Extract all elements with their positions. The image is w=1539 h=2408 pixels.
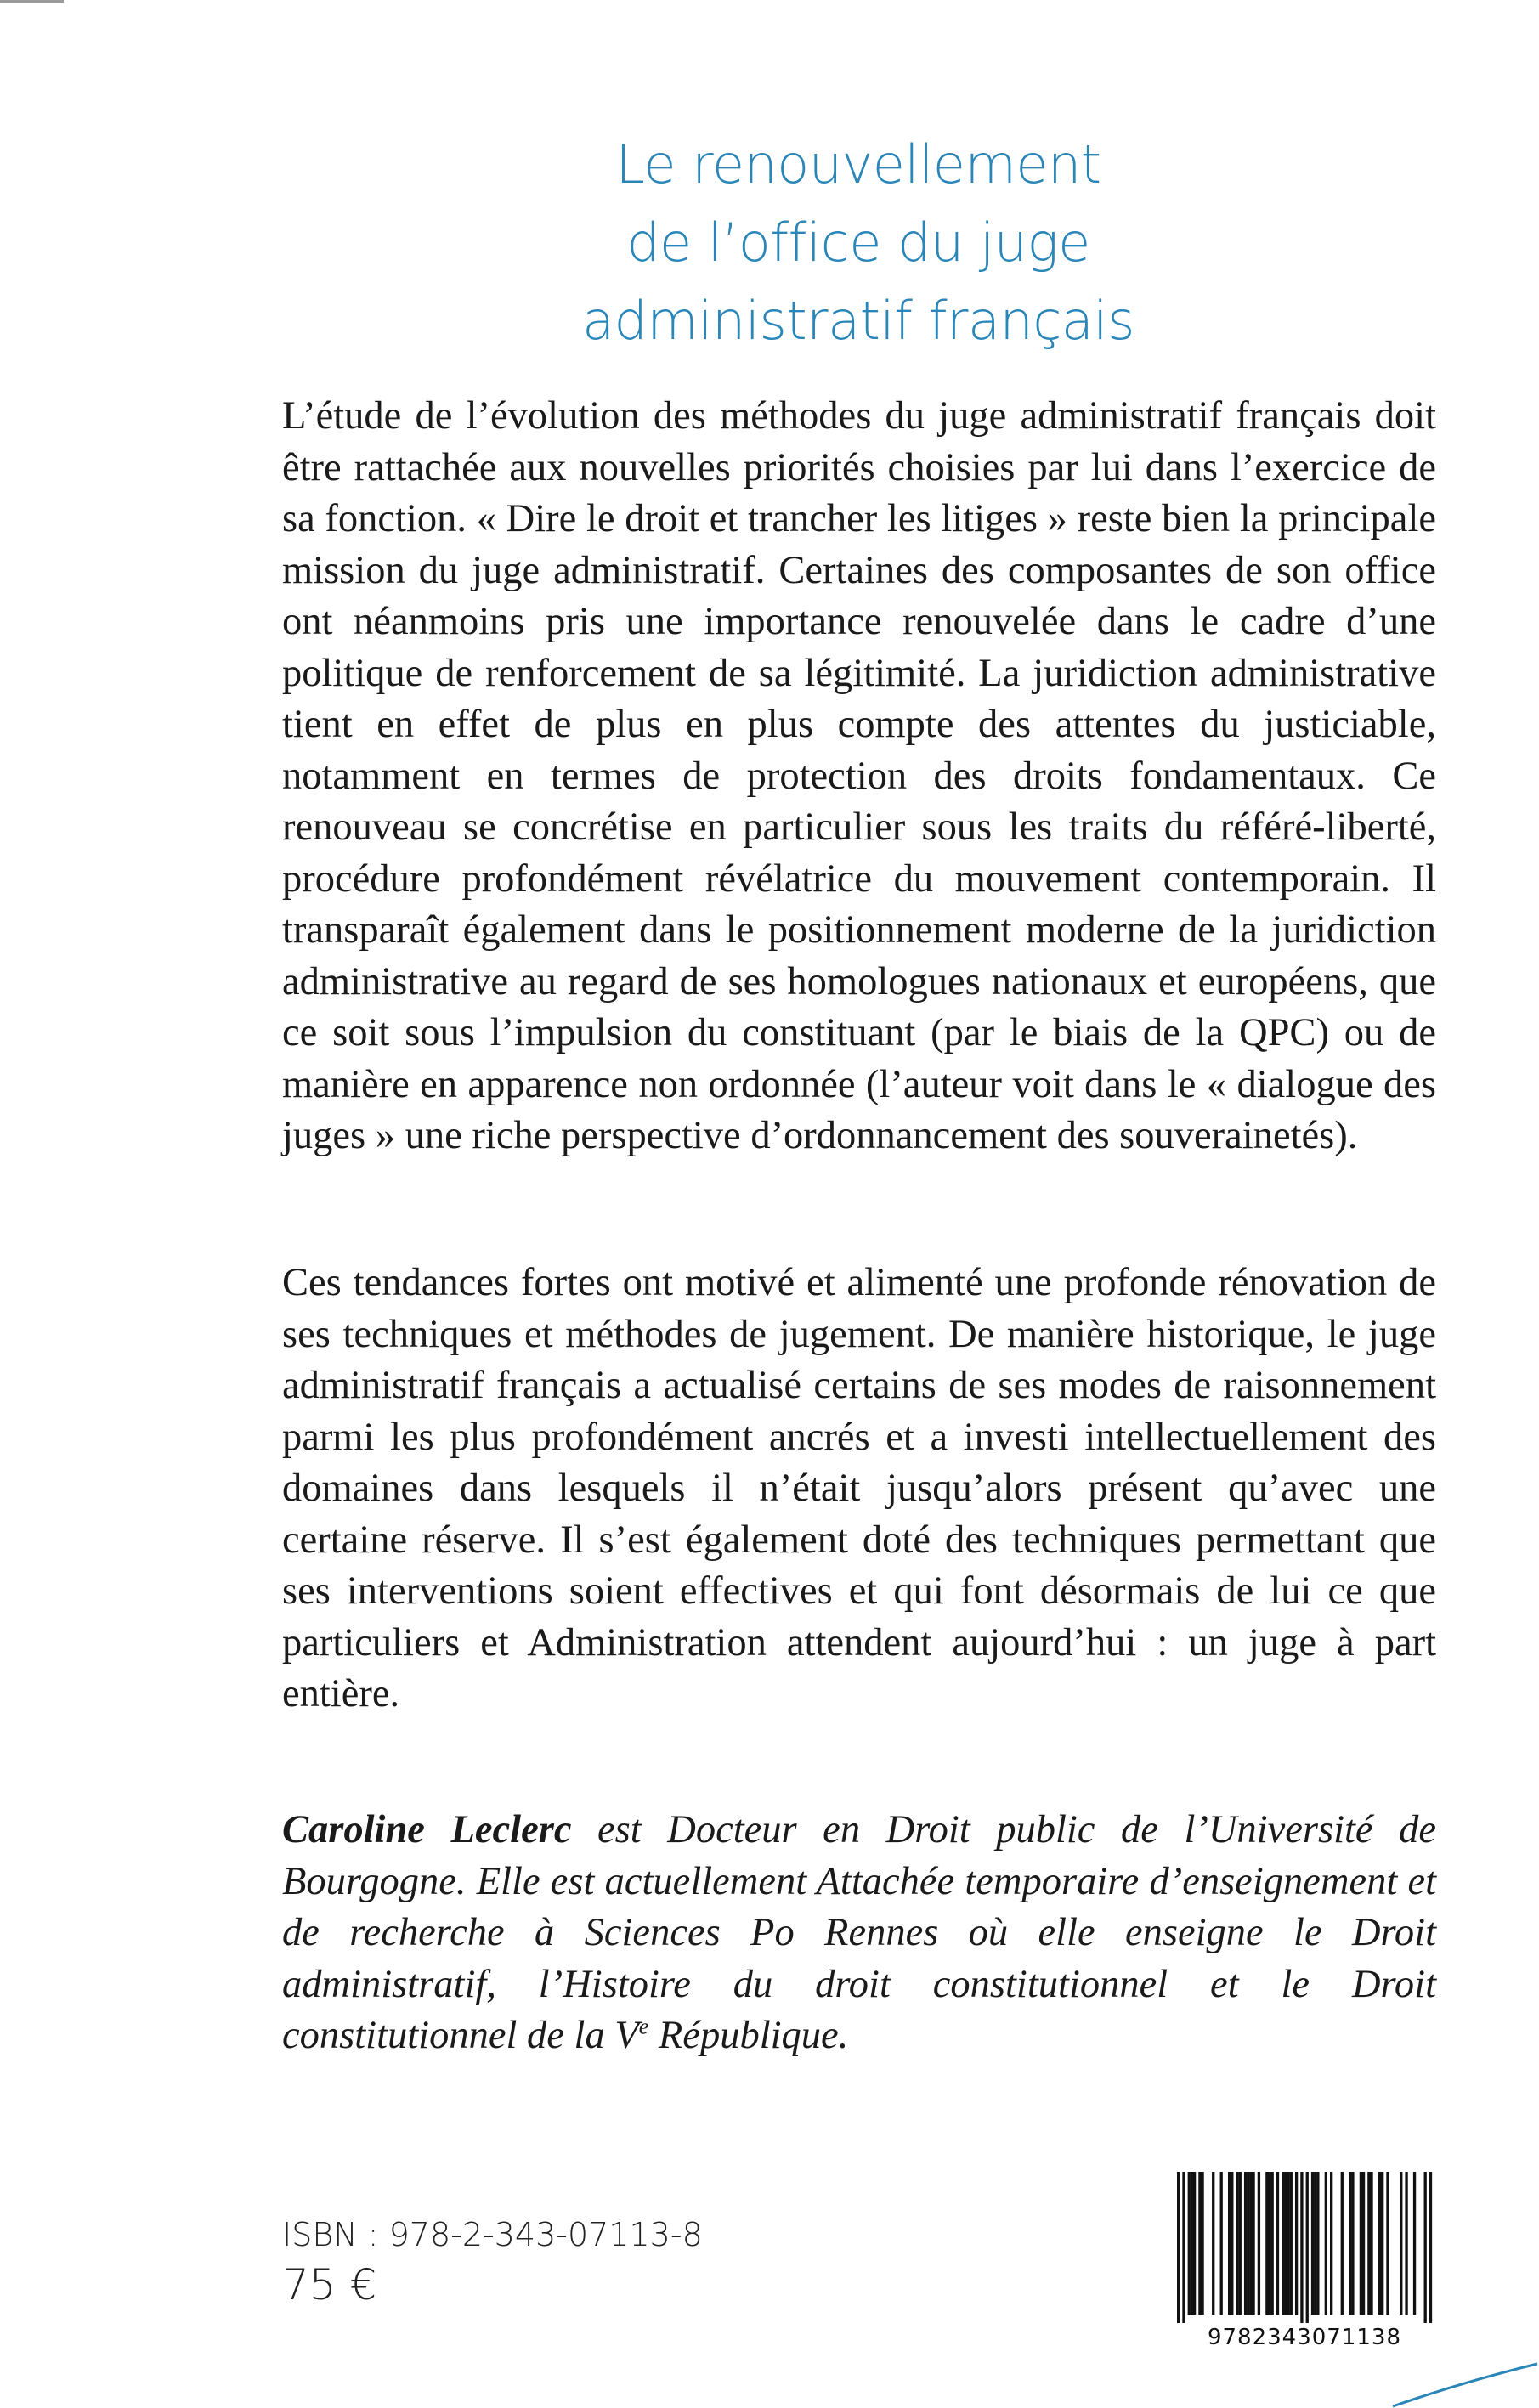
barcode-bar	[1258, 2172, 1260, 2315]
barcode-bar	[1325, 2172, 1327, 2315]
barcode-bar	[1244, 2172, 1247, 2315]
barcode-bar	[1378, 2172, 1381, 2315]
barcode-bar	[1276, 2172, 1279, 2315]
barcode-bar	[1282, 2172, 1284, 2315]
title-line-2: de l’office du juge	[626, 212, 1090, 274]
barcode-bar	[1405, 2172, 1407, 2315]
barcode-bar	[1290, 2172, 1293, 2315]
barcode-digits: 9782343071138	[1207, 2325, 1402, 2350]
barcode-bar	[1311, 2172, 1314, 2315]
barcode-bar	[1360, 2172, 1362, 2315]
title-line-3: administratif français	[582, 290, 1134, 352]
barcode-bar	[1271, 2172, 1274, 2315]
summary-paragraph-2: Ces tendances fortes ont motivé et alimenté une profonde rénovation de ses techniques et méthodes de jugement. De manière historique, le juge administratif français a actualisé certains de ses modes de raisonnement parmi les plus profondément ancrés et a investi intellectuellement des domaines dans lesquels il n’était jusqu’alors présent qu’avec une certaine réserve. Il s’est également doté des techniques permettant que ses interventions soient effectives et qui font désormais de lui ce que particuliers et Administration attendent aujourd’hui : un juge à part entière.	[282, 1261, 1436, 1716]
barcode-bar	[1367, 2172, 1370, 2315]
barcode-bars	[1168, 2172, 1440, 2323]
barcode-bar	[1252, 2172, 1254, 2315]
barcode-bar	[1424, 2172, 1427, 2323]
barcode-bar	[1314, 2172, 1316, 2315]
title-line-1: Le renouvellement	[615, 133, 1101, 195]
barcode-bar	[1362, 2172, 1365, 2315]
barcode-bar	[1182, 2172, 1185, 2323]
barcode-bar	[1201, 2172, 1203, 2315]
barcode-bar	[1370, 2172, 1372, 2315]
barcode-bar	[1316, 2172, 1319, 2315]
barcode-bar	[1220, 2172, 1223, 2315]
book-title	[476, 126, 1241, 360]
author-bio-tail: République.	[648, 2014, 849, 2057]
barcode-bar	[1341, 2172, 1344, 2315]
barcode-bar	[1236, 2172, 1238, 2315]
barcode-bar	[1413, 2172, 1416, 2315]
barcode-bar	[1228, 2172, 1231, 2315]
barcode-bar	[1349, 2172, 1351, 2315]
barcode-bar	[1191, 2172, 1193, 2315]
barcode-bar	[1386, 2172, 1389, 2315]
barcode-bar	[1284, 2172, 1287, 2315]
barcode-bar	[1381, 2172, 1383, 2315]
price: 75 €	[282, 2260, 377, 2309]
author-name: Caroline Leclerc	[282, 1808, 572, 1851]
barcode-bar	[1231, 2172, 1233, 2315]
barcode-bar	[1177, 2172, 1180, 2323]
barcode-bar	[1193, 2172, 1196, 2315]
author-bio	[282, 1805, 1436, 2062]
barcode-bar	[1247, 2172, 1249, 2315]
barcode-bar	[1351, 2172, 1354, 2315]
crop-mark	[0, 0, 64, 3]
barcode-bar	[1306, 2172, 1309, 2323]
decorative-curve	[1386, 2357, 1539, 2408]
author-bio-superscript: e	[638, 2014, 649, 2039]
isbn: ISBN : 978-2-343-07113-8	[282, 2216, 703, 2253]
barcode-bar	[1188, 2172, 1191, 2315]
barcode-bar	[1330, 2172, 1332, 2315]
barcode-bar	[1300, 2172, 1303, 2323]
barcode-bar	[1429, 2172, 1432, 2323]
barcode-bar	[1400, 2172, 1402, 2315]
barcode	[1168, 2172, 1440, 2350]
author-bio-text: est Docteur en Droit public de l’Université de Bourgogne. Elle est actuellement Attachée temporaire d’enseignement et de recherche à Sciences Po Rennes où elle enseigne le Droit administratif, l’Histoire du droit constitutionnel et le Droit constitutionnel de la V	[282, 1808, 1436, 2057]
barcode-bar	[1265, 2172, 1268, 2315]
barcode-bar	[1295, 2172, 1298, 2315]
barcode-bar	[1198, 2172, 1201, 2315]
barcode-bar	[1249, 2172, 1252, 2315]
barcode-bar	[1287, 2172, 1289, 2315]
barcode-bar	[1239, 2172, 1242, 2315]
summary-paragraph-1: L’étude de l’évolution des méthodes du juge administratif français doit être rattachée aux nouvelles priorités choisies par lui dans l’exercice de sa fonction. « Dire le droit et trancher les litiges » reste bien la principale mission du juge administratif. Certaines des composantes de son office ont néanmoins pris une importance renouvelée dans le cadre d’une politique de renforcement de sa légitimité. La juridiction administrative tient en effet de plus en plus compte des attentes du justiciable, notamment en termes de protection des droits fondamentaux. Ce renouveau se concrétise en particulier sous les traits du référé-liberté, procédure profondément révélatrice du mouvement contemporain. Il transparaît également dans le positionnement moderne de la juridiction administrative au regard de ses homologues nationaux et européens, que ce soit sous l’impulsion du constituant (par le biais de la QPC) ou de manière en apparence non ordonnée (l’auteur voit dans le « dialogue des juges » une riche perspective d’ordonnancement des souverainetés).	[282, 394, 1436, 1157]
barcode-bar	[1212, 2172, 1214, 2315]
barcode-bar	[1268, 2172, 1270, 2315]
